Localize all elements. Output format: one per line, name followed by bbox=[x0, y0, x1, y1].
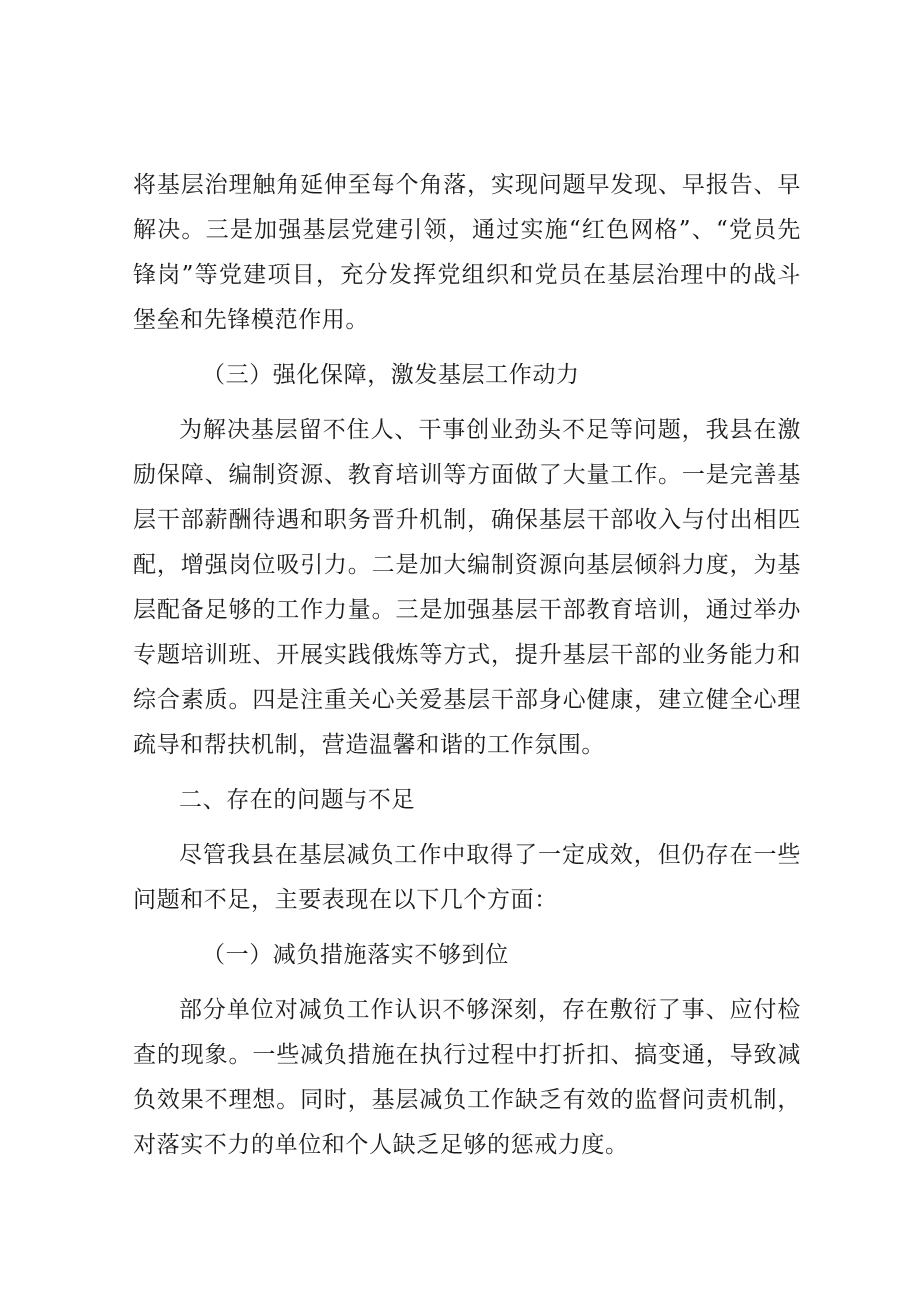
section-subheading: （三）强化保障，激发基层工作动力 bbox=[202, 362, 580, 388]
body-paragraph: 部分单位对减负工作认识不够深刻，存在敷衍了事、应付检查的现象。一些减负措施在执行过程中打折扣、搞变通，导致减负效果不理想。同时，基层减负工作缺乏有效的监督问责机制，对落实不力的单位和个人缺乏足够的惩戒力度。 bbox=[133, 997, 801, 1158]
section-heading: 二、存在的问题与不足 bbox=[179, 787, 415, 813]
body-paragraph: 尽管我县在基层减负工作中取得了一定成效，但仍存在一些问题和不足，主要表现在以下几个方面： bbox=[133, 842, 801, 913]
body-paragraph: 为解决基层留不住人、干事创业劲头不足等问题，我县在激励保障、编制资源、教育培训等方面做了大量工作。一是完善基层干部薪酬待遇和职务晋升机制，确保基层干部收入与付出相匹配，增强岗位吸引力。二是加大编制资源向基层倾斜力度，为基层配备足够的工作力量。三是加强基层干部教育培训，通过举办专题培训班、开展实践俄炼等方式，提升基层干部的业务能力和综合素质。四是注重关心关爱基层干部身心健康，建立健全心理疏导和帮扶机制，营造温馨和谐的工作氛围。 bbox=[133, 417, 801, 758]
section-subheading: （一）减负措施落实不够到位 bbox=[202, 942, 509, 968]
body-paragraph-continued: 将基层治理触角延伸至每个角落，实现问题早发现、早报告、早解决。三是加强基层党建引领，通过实施“红色网格”、“党员先锋岗”等党建项目，充分发挥党组织和党员在基层治理中的战斗堡垒和先锋模范作用。 bbox=[133, 172, 801, 333]
document-body bbox=[133, 163, 801, 1168]
